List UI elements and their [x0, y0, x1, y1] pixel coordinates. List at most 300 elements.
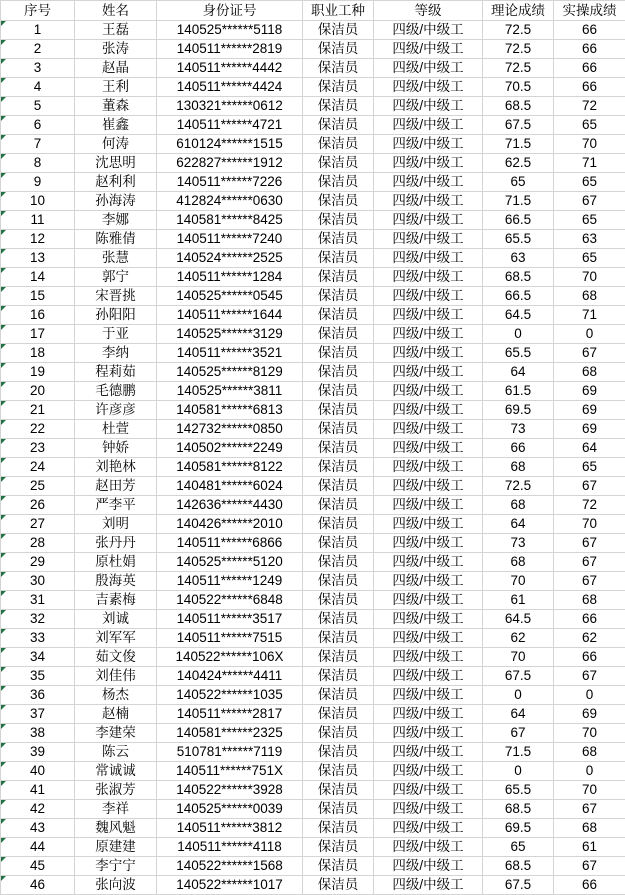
index-cell[interactable]: [1, 686, 75, 705]
index-cell[interactable]: [1, 382, 75, 401]
index-cell[interactable]: [1, 40, 75, 59]
occupation-cell[interactable]: 保洁员: [303, 496, 374, 515]
index-cell[interactable]: [1, 420, 75, 439]
theory-score-cell[interactable]: 64.5: [483, 610, 554, 629]
id-number-cell[interactable]: 140524******2525: [157, 249, 303, 268]
name-cell[interactable]: 毛德鹏: [75, 382, 157, 401]
theory-score-cell[interactable]: 69.5: [483, 819, 554, 838]
theory-score-cell[interactable]: 63: [483, 249, 554, 268]
index-cell[interactable]: [1, 629, 75, 648]
occupation-cell[interactable]: 保洁员: [303, 629, 374, 648]
id-number-cell[interactable]: 140511******1284: [157, 268, 303, 287]
index-cell[interactable]: [1, 762, 75, 781]
theory-score-cell[interactable]: 73: [483, 534, 554, 553]
index-cell[interactable]: [1, 21, 75, 40]
name-cell[interactable]: 李祥: [75, 800, 157, 819]
grade-cell[interactable]: 四级/中级工: [374, 21, 483, 40]
practical-score-cell[interactable]: 0: [554, 325, 625, 344]
occupation-cell[interactable]: 保洁员: [303, 78, 374, 97]
practical-score-cell[interactable]: 70: [554, 515, 625, 534]
id-number-cell[interactable]: 140511******7515: [157, 629, 303, 648]
occupation-cell[interactable]: 保洁员: [303, 686, 374, 705]
theory-score-cell[interactable]: 67.5: [483, 876, 554, 895]
index-cell[interactable]: [1, 553, 75, 572]
id-number-cell[interactable]: 142732******0850: [157, 420, 303, 439]
name-cell[interactable]: 刘军军: [75, 629, 157, 648]
practical-score-cell[interactable]: 69: [554, 420, 625, 439]
index-cell[interactable]: [1, 306, 75, 325]
id-number-cell[interactable]: 140525******5120: [157, 553, 303, 572]
name-cell[interactable]: 董森: [75, 97, 157, 116]
name-cell[interactable]: 李娜: [75, 211, 157, 230]
id-number-cell[interactable]: 140511******1249: [157, 572, 303, 591]
grade-cell[interactable]: 四级/中级工: [374, 154, 483, 173]
practical-score-cell[interactable]: 71: [554, 306, 625, 325]
grade-cell[interactable]: 四级/中级工: [374, 401, 483, 420]
theory-score-cell[interactable]: 65.5: [483, 781, 554, 800]
index-cell[interactable]: [1, 800, 75, 819]
practical-score-cell[interactable]: 61: [554, 838, 625, 857]
theory-score-cell[interactable]: 62.5: [483, 154, 554, 173]
grade-cell[interactable]: 四级/中级工: [374, 838, 483, 857]
index-cell[interactable]: [1, 192, 75, 211]
name-cell[interactable]: 许彦彦: [75, 401, 157, 420]
id-number-cell[interactable]: 140511******2817: [157, 705, 303, 724]
index-cell[interactable]: [1, 211, 75, 230]
occupation-cell[interactable]: 保洁员: [303, 439, 374, 458]
practical-score-cell[interactable]: 65: [554, 116, 625, 135]
id-number-cell[interactable]: 140511******3521: [157, 344, 303, 363]
occupation-cell[interactable]: 保洁员: [303, 268, 374, 287]
index-cell[interactable]: [1, 496, 75, 515]
practical-score-cell[interactable]: 67: [554, 477, 625, 496]
name-cell[interactable]: 陈雅倩: [75, 230, 157, 249]
theory-score-cell[interactable]: 71.5: [483, 192, 554, 211]
grade-cell[interactable]: 四级/中级工: [374, 135, 483, 154]
practical-score-cell[interactable]: 69: [554, 382, 625, 401]
occupation-cell[interactable]: 保洁员: [303, 306, 374, 325]
name-cell[interactable]: 孙阳阳: [75, 306, 157, 325]
id-number-cell[interactable]: 140581******8425: [157, 211, 303, 230]
theory-score-cell[interactable]: 68: [483, 496, 554, 515]
grade-cell[interactable]: 四级/中级工: [374, 306, 483, 325]
occupation-cell[interactable]: 保洁员: [303, 876, 374, 895]
id-number-cell[interactable]: 140525******3129: [157, 325, 303, 344]
id-number-cell[interactable]: 412824******0630: [157, 192, 303, 211]
occupation-cell[interactable]: 保洁员: [303, 705, 374, 724]
theory-score-cell[interactable]: 72.5: [483, 477, 554, 496]
index-cell[interactable]: [1, 325, 75, 344]
index-cell[interactable]: [1, 857, 75, 876]
index-cell[interactable]: [1, 78, 75, 97]
practical-score-cell[interactable]: 63: [554, 230, 625, 249]
occupation-cell[interactable]: 保洁员: [303, 382, 374, 401]
practical-score-cell[interactable]: 66: [554, 21, 625, 40]
practical-score-cell[interactable]: 64: [554, 439, 625, 458]
index-cell[interactable]: [1, 344, 75, 363]
grade-cell[interactable]: 四级/中级工: [374, 781, 483, 800]
theory-score-cell[interactable]: 64: [483, 705, 554, 724]
theory-score-cell[interactable]: 68.5: [483, 857, 554, 876]
name-cell[interactable]: 刘明: [75, 515, 157, 534]
grade-cell[interactable]: 四级/中级工: [374, 724, 483, 743]
grade-cell[interactable]: 四级/中级工: [374, 591, 483, 610]
id-number-cell[interactable]: 140511******7240: [157, 230, 303, 249]
index-cell[interactable]: [1, 287, 75, 306]
occupation-cell[interactable]: 保洁员: [303, 477, 374, 496]
index-cell[interactable]: [1, 173, 75, 192]
name-cell[interactable]: 钟娇: [75, 439, 157, 458]
name-cell[interactable]: 魏风魁: [75, 819, 157, 838]
practical-score-cell[interactable]: 67: [554, 667, 625, 686]
theory-score-cell[interactable]: 67: [483, 724, 554, 743]
occupation-cell[interactable]: 保洁员: [303, 116, 374, 135]
name-cell[interactable]: 刘艳林: [75, 458, 157, 477]
grade-cell[interactable]: 四级/中级工: [374, 800, 483, 819]
occupation-cell[interactable]: 保洁员: [303, 135, 374, 154]
occupation-cell[interactable]: 保洁员: [303, 192, 374, 211]
occupation-cell[interactable]: 保洁员: [303, 781, 374, 800]
grade-cell[interactable]: 四级/中级工: [374, 458, 483, 477]
grade-cell[interactable]: 四级/中级工: [374, 173, 483, 192]
practical-score-cell[interactable]: 65: [554, 173, 625, 192]
occupation-cell[interactable]: 保洁员: [303, 363, 374, 382]
name-cell[interactable]: 李纳: [75, 344, 157, 363]
practical-score-cell[interactable]: 68: [554, 363, 625, 382]
grade-cell[interactable]: 四级/中级工: [374, 363, 483, 382]
id-number-cell[interactable]: 140522******3928: [157, 781, 303, 800]
column-header-index[interactable]: 序号: [1, 1, 75, 21]
grade-cell[interactable]: 四级/中级工: [374, 230, 483, 249]
grade-cell[interactable]: 四级/中级工: [374, 534, 483, 553]
grade-cell[interactable]: 四级/中级工: [374, 762, 483, 781]
id-number-cell[interactable]: 140426******2010: [157, 515, 303, 534]
id-number-cell[interactable]: 140511******751X: [157, 762, 303, 781]
practical-score-cell[interactable]: 69: [554, 705, 625, 724]
occupation-cell[interactable]: 保洁员: [303, 534, 374, 553]
practical-score-cell[interactable]: 67: [554, 553, 625, 572]
theory-score-cell[interactable]: 72.5: [483, 59, 554, 78]
id-number-cell[interactable]: 140525******3811: [157, 382, 303, 401]
grade-cell[interactable]: 四级/中级工: [374, 116, 483, 135]
name-cell[interactable]: 茹文俊: [75, 648, 157, 667]
name-cell[interactable]: 严李平: [75, 496, 157, 515]
grade-cell[interactable]: 四级/中级工: [374, 287, 483, 306]
column-header-occupation[interactable]: 职业工种: [303, 1, 374, 21]
index-cell[interactable]: [1, 458, 75, 477]
name-cell[interactable]: 吉素梅: [75, 591, 157, 610]
grade-cell[interactable]: 四级/中级工: [374, 78, 483, 97]
id-number-cell[interactable]: 140522******106X: [157, 648, 303, 667]
theory-score-cell[interactable]: 71.5: [483, 135, 554, 154]
name-cell[interactable]: 张丹丹: [75, 534, 157, 553]
column-header-id-number[interactable]: 身份证号: [157, 1, 303, 21]
practical-score-cell[interactable]: 66: [554, 610, 625, 629]
name-cell[interactable]: 张淑芳: [75, 781, 157, 800]
occupation-cell[interactable]: 保洁员: [303, 420, 374, 439]
practical-score-cell[interactable]: 67: [554, 192, 625, 211]
theory-score-cell[interactable]: 61.5: [483, 382, 554, 401]
theory-score-cell[interactable]: 0: [483, 686, 554, 705]
name-cell[interactable]: 杨杰: [75, 686, 157, 705]
occupation-cell[interactable]: 保洁员: [303, 21, 374, 40]
id-number-cell[interactable]: 140511******1644: [157, 306, 303, 325]
practical-score-cell[interactable]: 72: [554, 496, 625, 515]
practical-score-cell[interactable]: 68: [554, 743, 625, 762]
grade-cell[interactable]: 四级/中级工: [374, 477, 483, 496]
theory-score-cell[interactable]: 66.5: [483, 211, 554, 230]
name-cell[interactable]: 杜萱: [75, 420, 157, 439]
practical-score-cell[interactable]: 70: [554, 724, 625, 743]
id-number-cell[interactable]: 140424******4411: [157, 667, 303, 686]
name-cell[interactable]: 张涛: [75, 40, 157, 59]
occupation-cell[interactable]: 保洁员: [303, 173, 374, 192]
occupation-cell[interactable]: 保洁员: [303, 572, 374, 591]
theory-score-cell[interactable]: 72.5: [483, 40, 554, 59]
theory-score-cell[interactable]: 67.5: [483, 667, 554, 686]
occupation-cell[interactable]: 保洁员: [303, 800, 374, 819]
theory-score-cell[interactable]: 65: [483, 838, 554, 857]
id-number-cell[interactable]: 140525******0039: [157, 800, 303, 819]
grade-cell[interactable]: 四级/中级工: [374, 572, 483, 591]
grade-cell[interactable]: 四级/中级工: [374, 876, 483, 895]
occupation-cell[interactable]: 保洁员: [303, 819, 374, 838]
id-number-cell[interactable]: 140522******1035: [157, 686, 303, 705]
theory-score-cell[interactable]: 61: [483, 591, 554, 610]
practical-score-cell[interactable]: 67: [554, 800, 625, 819]
index-cell[interactable]: [1, 363, 75, 382]
name-cell[interactable]: 何涛: [75, 135, 157, 154]
id-number-cell[interactable]: 140522******6848: [157, 591, 303, 610]
index-cell[interactable]: [1, 230, 75, 249]
index-cell[interactable]: [1, 97, 75, 116]
name-cell[interactable]: 李建荣: [75, 724, 157, 743]
id-number-cell[interactable]: 140511******6866: [157, 534, 303, 553]
name-cell[interactable]: 殷海英: [75, 572, 157, 591]
name-cell[interactable]: 王利: [75, 78, 157, 97]
practical-score-cell[interactable]: 72: [554, 97, 625, 116]
grade-cell[interactable]: 四级/中级工: [374, 819, 483, 838]
practical-score-cell[interactable]: 65: [554, 458, 625, 477]
occupation-cell[interactable]: 保洁员: [303, 211, 374, 230]
theory-score-cell[interactable]: 65: [483, 173, 554, 192]
grade-cell[interactable]: 四级/中级工: [374, 648, 483, 667]
grade-cell[interactable]: 四级/中级工: [374, 382, 483, 401]
occupation-cell[interactable]: 保洁员: [303, 857, 374, 876]
grade-cell[interactable]: 四级/中级工: [374, 97, 483, 116]
id-number-cell[interactable]: 140511******3517: [157, 610, 303, 629]
theory-score-cell[interactable]: 70: [483, 648, 554, 667]
column-header-theory-score[interactable]: 理论成绩: [483, 1, 554, 21]
grade-cell[interactable]: 四级/中级工: [374, 420, 483, 439]
theory-score-cell[interactable]: 70.5: [483, 78, 554, 97]
grade-cell[interactable]: 四级/中级工: [374, 610, 483, 629]
grade-cell[interactable]: 四级/中级工: [374, 629, 483, 648]
grade-cell[interactable]: 四级/中级工: [374, 743, 483, 762]
grade-cell[interactable]: 四级/中级工: [374, 686, 483, 705]
practical-score-cell[interactable]: 0: [554, 686, 625, 705]
id-number-cell[interactable]: 130321******0612: [157, 97, 303, 116]
practical-score-cell[interactable]: 66: [554, 648, 625, 667]
theory-score-cell[interactable]: 68: [483, 458, 554, 477]
name-cell[interactable]: 张向波: [75, 876, 157, 895]
occupation-cell[interactable]: 保洁员: [303, 230, 374, 249]
name-cell[interactable]: 程莉茹: [75, 363, 157, 382]
occupation-cell[interactable]: 保洁员: [303, 838, 374, 857]
occupation-cell[interactable]: 保洁员: [303, 667, 374, 686]
theory-score-cell[interactable]: 64: [483, 363, 554, 382]
grade-cell[interactable]: 四级/中级工: [374, 344, 483, 363]
grade-cell[interactable]: 四级/中级工: [374, 40, 483, 59]
index-cell[interactable]: [1, 819, 75, 838]
practical-score-cell[interactable]: 66: [554, 59, 625, 78]
practical-score-cell[interactable]: 70: [554, 781, 625, 800]
name-cell[interactable]: 李宁宁: [75, 857, 157, 876]
id-number-cell[interactable]: 140511******4118: [157, 838, 303, 857]
theory-score-cell[interactable]: 67.5: [483, 116, 554, 135]
theory-score-cell[interactable]: 66.5: [483, 287, 554, 306]
grade-cell[interactable]: 四级/中级工: [374, 496, 483, 515]
id-number-cell[interactable]: 140511******3812: [157, 819, 303, 838]
grade-cell[interactable]: 四级/中级工: [374, 705, 483, 724]
id-number-cell[interactable]: 610124******1515: [157, 135, 303, 154]
name-cell[interactable]: 常诚诚: [75, 762, 157, 781]
occupation-cell[interactable]: 保洁员: [303, 249, 374, 268]
name-cell[interactable]: 王磊: [75, 21, 157, 40]
name-cell[interactable]: 刘诚: [75, 610, 157, 629]
theory-score-cell[interactable]: 68.5: [483, 800, 554, 819]
id-number-cell[interactable]: 140522******1568: [157, 857, 303, 876]
id-number-cell[interactable]: 142636******4430: [157, 496, 303, 515]
occupation-cell[interactable]: 保洁员: [303, 59, 374, 78]
name-cell[interactable]: 赵楠: [75, 705, 157, 724]
theory-score-cell[interactable]: 72.5: [483, 21, 554, 40]
name-cell[interactable]: 孙海涛: [75, 192, 157, 211]
occupation-cell[interactable]: 保洁员: [303, 591, 374, 610]
name-cell[interactable]: 赵田芳: [75, 477, 157, 496]
practical-score-cell[interactable]: 68: [554, 591, 625, 610]
index-cell[interactable]: [1, 154, 75, 173]
theory-score-cell[interactable]: 62: [483, 629, 554, 648]
index-cell[interactable]: [1, 401, 75, 420]
name-cell[interactable]: 刘佳伟: [75, 667, 157, 686]
occupation-cell[interactable]: 保洁员: [303, 40, 374, 59]
occupation-cell[interactable]: 保洁员: [303, 515, 374, 534]
name-cell[interactable]: 张慧: [75, 249, 157, 268]
grade-cell[interactable]: 四级/中级工: [374, 553, 483, 572]
id-number-cell[interactable]: 140502******2249: [157, 439, 303, 458]
index-cell[interactable]: [1, 591, 75, 610]
name-cell[interactable]: 赵晶: [75, 59, 157, 78]
id-number-cell[interactable]: 140511******4442: [157, 59, 303, 78]
occupation-cell[interactable]: 保洁员: [303, 287, 374, 306]
occupation-cell[interactable]: 保洁员: [303, 344, 374, 363]
id-number-cell[interactable]: 140511******2819: [157, 40, 303, 59]
theory-score-cell[interactable]: 68: [483, 553, 554, 572]
occupation-cell[interactable]: 保洁员: [303, 97, 374, 116]
theory-score-cell[interactable]: 64: [483, 515, 554, 534]
grade-cell[interactable]: 四级/中级工: [374, 59, 483, 78]
theory-score-cell[interactable]: 66: [483, 439, 554, 458]
index-cell[interactable]: [1, 59, 75, 78]
occupation-cell[interactable]: 保洁员: [303, 648, 374, 667]
name-cell[interactable]: 原建建: [75, 838, 157, 857]
index-cell[interactable]: [1, 648, 75, 667]
occupation-cell[interactable]: 保洁员: [303, 610, 374, 629]
occupation-cell[interactable]: 保洁员: [303, 724, 374, 743]
column-header-name[interactable]: 姓名: [75, 1, 157, 21]
practical-score-cell[interactable]: 65: [554, 249, 625, 268]
id-number-cell[interactable]: 140522******1017: [157, 876, 303, 895]
index-cell[interactable]: [1, 743, 75, 762]
id-number-cell[interactable]: 140511******7226: [157, 173, 303, 192]
grade-cell[interactable]: 四级/中级工: [374, 249, 483, 268]
column-header-practical-score[interactable]: 实操成绩: [554, 1, 625, 21]
theory-score-cell[interactable]: 68.5: [483, 97, 554, 116]
grade-cell[interactable]: 四级/中级工: [374, 439, 483, 458]
theory-score-cell[interactable]: 0: [483, 325, 554, 344]
index-cell[interactable]: [1, 572, 75, 591]
id-number-cell[interactable]: 140525******0545: [157, 287, 303, 306]
id-number-cell[interactable]: 622827******1912: [157, 154, 303, 173]
name-cell[interactable]: 沈思明: [75, 154, 157, 173]
occupation-cell[interactable]: 保洁员: [303, 553, 374, 572]
occupation-cell[interactable]: 保洁员: [303, 458, 374, 477]
index-cell[interactable]: [1, 135, 75, 154]
practical-score-cell[interactable]: 69: [554, 401, 625, 420]
practical-score-cell[interactable]: 67: [554, 857, 625, 876]
occupation-cell[interactable]: 保洁员: [303, 154, 374, 173]
occupation-cell[interactable]: 保洁员: [303, 401, 374, 420]
practical-score-cell[interactable]: 65: [554, 211, 625, 230]
index-cell[interactable]: [1, 534, 75, 553]
id-number-cell[interactable]: 140581******2325: [157, 724, 303, 743]
practical-score-cell[interactable]: 66: [554, 40, 625, 59]
practical-score-cell[interactable]: 70: [554, 268, 625, 287]
index-cell[interactable]: [1, 116, 75, 135]
id-number-cell[interactable]: 140525******8129: [157, 363, 303, 382]
index-cell[interactable]: [1, 705, 75, 724]
practical-score-cell[interactable]: 71: [554, 154, 625, 173]
id-number-cell[interactable]: 510781******7119: [157, 743, 303, 762]
name-cell[interactable]: 陈云: [75, 743, 157, 762]
id-number-cell[interactable]: 140511******4424: [157, 78, 303, 97]
practical-score-cell[interactable]: 70: [554, 135, 625, 154]
index-cell[interactable]: [1, 477, 75, 496]
practical-score-cell[interactable]: 66: [554, 876, 625, 895]
practical-score-cell[interactable]: 62: [554, 629, 625, 648]
grade-cell[interactable]: 四级/中级工: [374, 192, 483, 211]
id-number-cell[interactable]: 140511******4721: [157, 116, 303, 135]
practical-score-cell[interactable]: 67: [554, 344, 625, 363]
name-cell[interactable]: 崔鑫: [75, 116, 157, 135]
theory-score-cell[interactable]: 71.5: [483, 743, 554, 762]
grade-cell[interactable]: 四级/中级工: [374, 211, 483, 230]
occupation-cell[interactable]: 保洁员: [303, 325, 374, 344]
theory-score-cell[interactable]: 68.5: [483, 268, 554, 287]
practical-score-cell[interactable]: 0: [554, 762, 625, 781]
index-cell[interactable]: [1, 610, 75, 629]
name-cell[interactable]: 郭宁: [75, 268, 157, 287]
name-cell[interactable]: 于亚: [75, 325, 157, 344]
id-number-cell[interactable]: 140581******6813: [157, 401, 303, 420]
practical-score-cell[interactable]: 67: [554, 534, 625, 553]
id-number-cell[interactable]: 140581******8122: [157, 458, 303, 477]
occupation-cell[interactable]: 保洁员: [303, 762, 374, 781]
index-cell[interactable]: [1, 515, 75, 534]
index-cell[interactable]: [1, 249, 75, 268]
theory-score-cell[interactable]: 73: [483, 420, 554, 439]
